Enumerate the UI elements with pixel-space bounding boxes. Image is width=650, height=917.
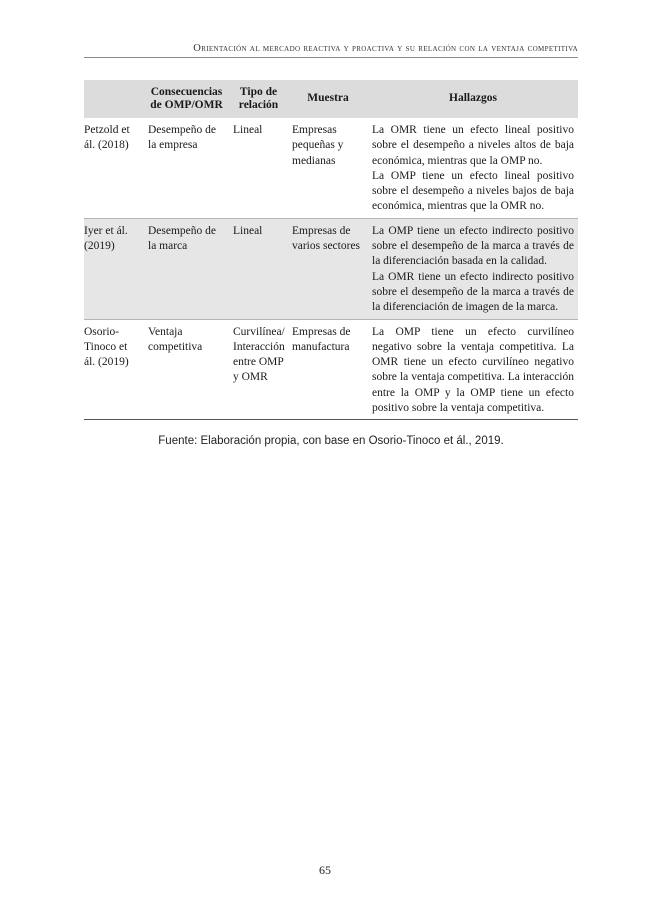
cell-sample: Empresas de manufactura	[292, 325, 351, 353]
running-head: Orientación al mercado reactiva y proactiva y su relación con la ventaja competitiva	[193, 43, 578, 54]
column-header-author	[84, 80, 144, 118]
finding-text: La OMR tiene un efecto indirecto positivo sobre el desempeño de la marca a través de la diferenciación de imagen de la marca.	[372, 270, 574, 314]
finding-text: La OMP tiene un efecto indirecto positivo sobre el desempeño de la marca a través de la diferenciación basada en la calidad.	[372, 224, 574, 268]
cell-findings	[368, 319, 578, 420]
cell-findings	[368, 118, 578, 218]
cell-consequence: Desempeño de la marca	[144, 218, 229, 319]
column-header-findings: Hallazgos	[368, 80, 578, 118]
cell-consequence: Ventaja competitiva	[148, 325, 203, 353]
column-header-relation-type: Tipo de relación	[229, 80, 288, 118]
table-row	[84, 218, 578, 319]
finding-text: La OMR tiene un efecto lineal positivo sobre el desempeño a niveles altos de baja económica, mientras que la OMP no.	[372, 124, 574, 167]
cell-sample: Empresas de varios sectores	[288, 218, 368, 319]
table-row	[84, 319, 578, 420]
finding-text: La OMP tiene un efecto curvilíneo negativo sobre la ventaja competitiva. La OMR tiene un efecto curvilíneo negativo sobre la ventaja competitiva. La interacción entre la OMP y la OMP tiene un efecto positivo sobre la ventaja competitiva.	[372, 325, 574, 415]
finding-text: La OMP tiene un efecto lineal positivo sobre el desempeño a niveles bajos de baja económica, mientras que la OMR no.	[372, 169, 574, 213]
table-header-row	[84, 80, 578, 118]
table-source-note: Fuente: Elaboración propia, con base en Osorio-Tinoco et ál., 2019.	[158, 435, 504, 447]
cell-findings	[368, 218, 578, 319]
cell-author: Osorio-Tinoco et ál. (2019)	[84, 325, 129, 369]
header-rule	[84, 57, 578, 58]
column-header-consequences: Consecuencias de OMP/OMR	[144, 80, 229, 118]
table-row	[84, 118, 578, 218]
column-header-sample: Muestra	[288, 80, 368, 118]
cell-sample: Empresas pequeñas y medianas	[292, 124, 344, 167]
findings-table	[84, 80, 578, 420]
cell-relation: Lineal	[233, 124, 263, 136]
cell-relation: Lineal	[229, 218, 288, 319]
cell-author: Petzold et ál. (2018)	[84, 124, 130, 152]
cell-relation: Curvilínea/ Interacción entre OMP y OMR	[233, 325, 285, 384]
page-number: 65	[319, 863, 331, 877]
cell-consequence: Desempeño de la empresa	[148, 124, 217, 152]
cell-author: Iyer et ál. (2019)	[84, 218, 144, 319]
